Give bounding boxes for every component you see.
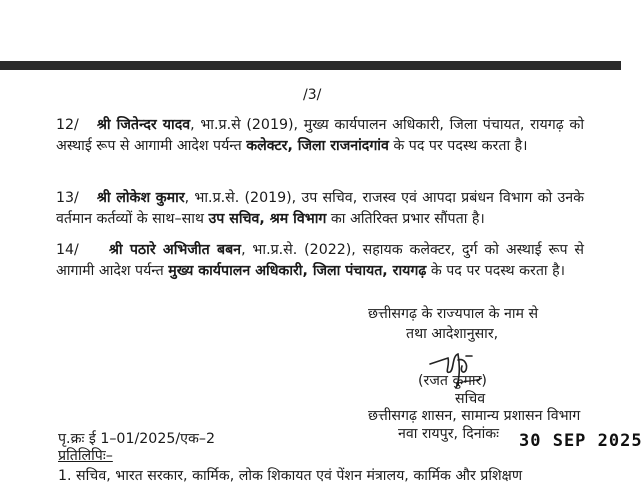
item-text: , भा.प्र.से. (2019), उप सचिव, राजस्व एवं आपदा प्रबंधन विभाग को उनके वर्तमान कर्तव्यों के साथ–साथ: [56, 190, 585, 227]
copy-heading: प्रतिलिपिः–: [58, 448, 113, 464]
item-number: 12/: [56, 117, 79, 133]
order-item-12: [56, 115, 584, 156]
signatory-name: (रजत कुमार): [418, 373, 487, 389]
posting: कलेक्टर, जिला राजनांदगांव: [246, 137, 389, 154]
scan-top-bar: [0, 61, 621, 70]
signatory-designation: सचिव: [455, 391, 486, 407]
item-text: , भा.प्र.से (2019), मुख्य कार्यपालन अधिकारी, जिला पंचायत, रायगढ़ को अस्थाई रूप से आगामी आदेश पर्यन्त: [56, 117, 585, 154]
officer-name: श्री पठारे अभिजीत बबन: [108, 242, 242, 258]
place-date-label: नवा रायपुर, दिनांकः: [398, 426, 500, 442]
item-number: 13/: [56, 190, 79, 206]
posting: उप सचिव, श्रम विभाग: [208, 210, 327, 227]
order-item-14: [56, 240, 584, 281]
closing-line-1: छत्तीसगढ़ के राज्यपाल के नाम से: [368, 306, 539, 322]
posting: मुख्य कार्यपालन अधिकारी, जिला पंचायत, रायगढ़: [168, 262, 427, 279]
item-text-end: का अतिरिक्त प्रभार सौंपता है।: [326, 210, 485, 227]
item-text-end: के पद पर पदस्थ करता है।: [426, 262, 566, 279]
item-text-end: के पद पर पदस्थ करता है।: [388, 137, 528, 154]
officer-name: श्री लोकेश कुमार: [96, 190, 185, 206]
closing-line-2: तथा आदेशानुसार,: [406, 326, 499, 342]
officer-name: श्री जितेन्दर यादव: [96, 117, 191, 133]
item-text: , भा.प्र.से. (2022), सहायक कलेक्टर, दुर्ग को अस्थाई रूप से आगामी आदेश पर्यन्त: [56, 242, 584, 279]
signatory-department: छत्तीसगढ़ शासन, सामान्य प्रशासन विभाग: [368, 408, 581, 424]
date-stamp: 30 SEP 2025: [519, 431, 643, 451]
page-number: /3/: [303, 87, 322, 103]
reference-number: पृ.क्रः ई 1–01/2025/एक–2: [58, 431, 216, 447]
order-item-13: [56, 188, 584, 229]
item-number: 14/: [56, 242, 79, 258]
copy-item-1: 1. सचिव, भारत सरकार, कार्मिक, लोक शिकायत एवं पेंशन मंत्रालय, कार्मिक और प्रशिक्षण: [58, 468, 523, 484]
